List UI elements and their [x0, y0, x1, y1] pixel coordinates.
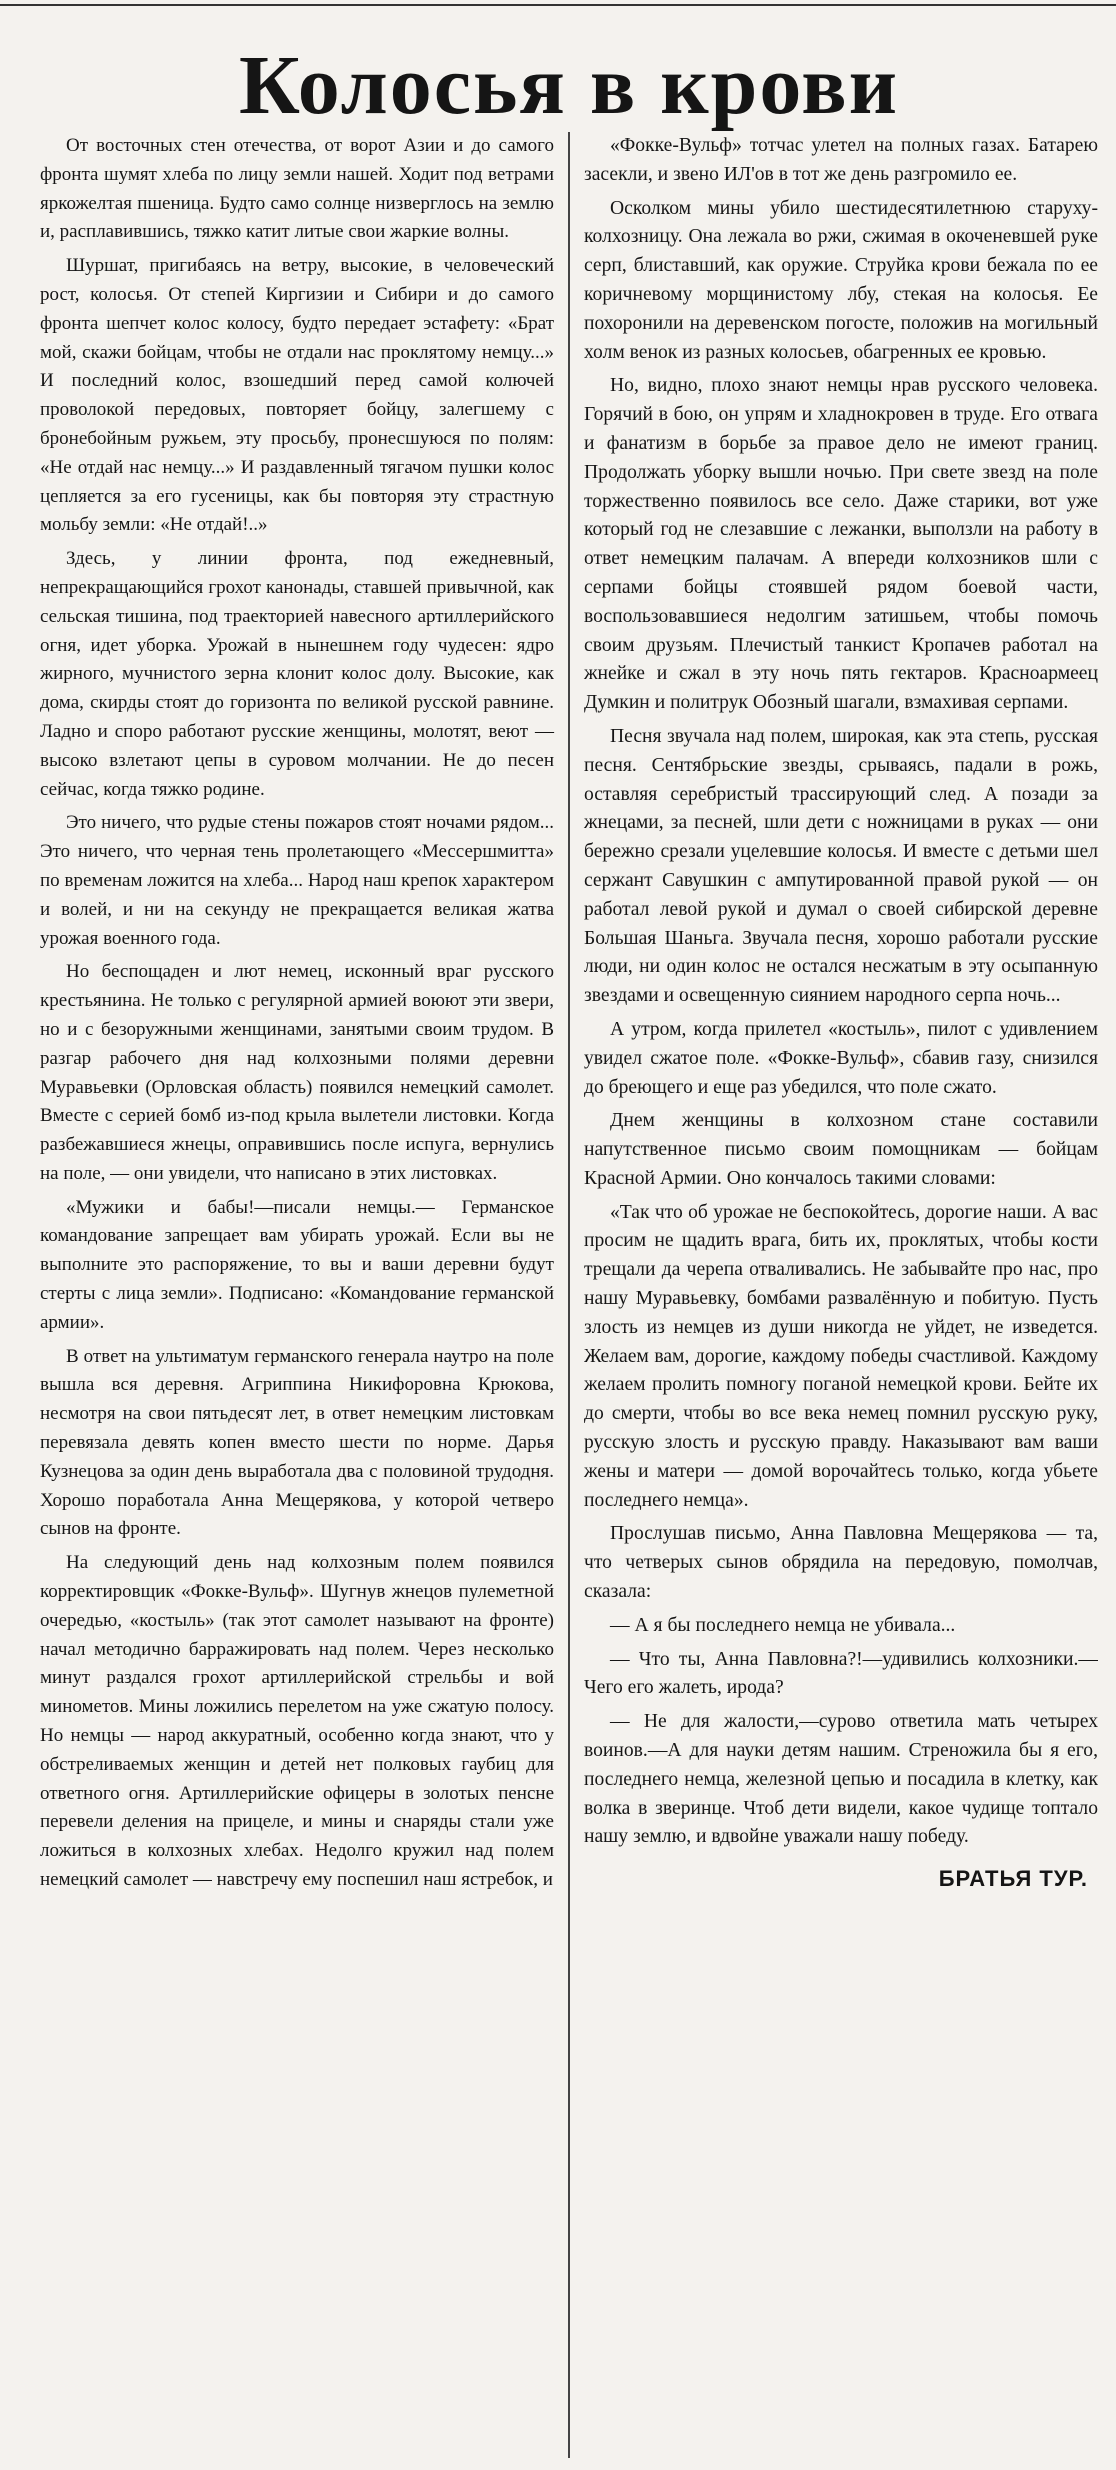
paragraph: — А я бы последнего немца не убивала...	[610, 1614, 956, 1636]
left-column	[40, 132, 568, 2458]
paragraph: Песня звучала над полем, широкая, как эта степь, русская песня. Сентябрьские звезды, срываясь, падали в рожь, оставляя серебристый трассирующий след. А позади за жнецами, за песней, шли дети с ножницами в руках — они бережно срезали уцелевшие колосья. И вместе с детьми шел сержант Савушкин с ампутированной правой рукой — он работал левой рукой и думал о своей сибирской деревне Большая Шаньга. Звучала песня, хорошо работали русские люди, ни один колос не остался несжатым в эту осыпанную звездами и освещенную сиянием народного серпа ночь...	[584, 725, 1098, 1007]
paragraph: Осколком мины убило шестидесятилетнюю старуху-колхозницу. Она лежала во ржи, сжимая в окоченевшей руке серп, блиставший, как оружие. Струйка крови бежала по ее коричневому морщинистому лбу, стекая на колосья. Ее похоронили на деревенском погосте, положив на могильный холм венок из разных колосьев, обагренных ее кровью.	[584, 197, 1098, 363]
paragraph: Но беспощаден и лют немец, исконный враг русского крестьянина. Не только с регулярной армией воюют эти звери, но и с безоружными женщинами, занятыми своим трудом. В разгар рабочего дня над колхозными полями деревни Муравьевки (Орловская область) появился немецкий самолет. Вместе с серией бомб из-под крыла вылетели листовки. Когда разбежавшиеся жнецы, оправившись после испуга, вернулись на поле, — они увидели, что написано в этих листовках.	[40, 961, 554, 1184]
paragraph: — Не для жалости,—сурово ответила мать четырех воинов.—А для науки детям нашим. Стреножила бы я его, последнего немца, железной цепью и посадила в клетку, как волка в зверинце. Чтоб дети видели, какое чудище топтало нашу землю, и вдвойне уважали нашу победу.	[584, 1711, 1098, 1848]
paragraph: Прослушав письмо, Анна Павловна Мещерякова — та, что четверых сынов обрядила на передовую, помолчав, сказала:	[584, 1523, 1098, 1603]
paragraph: «Так что об урожае не беспокойтесь, дорогие наши. А вас просим не щадить врага, бить их, проклятых, чтобы кости трещали да черепа отваливались. Не забывайте про нас, про нашу Муравьевку, бомбами развалённую и побитую. Пусть злость из немцев из души никогда не уйдет, не изведется. Желаем вам, дорогие, каждому победы счастливой. Каждому желаем пролить помногу поганой немецкой крови. Бейте их до смерти, чтобы во все века немец помнил русскую руку, русскую злость и русскую правду. Наказывают вам ваши жены и матери — домой ворочайтесь только, когда убьете последнего немца».	[584, 1201, 1098, 1511]
paragraph: Это ничего, что рудые стены пожаров стоят ночами рядом... Это ничего, что черная тень пролетающего «Мессершмитта» по временам ложится на хлеба... Народ наш крепок характером и волей, и ни на секунду не прекращается великая жатва урожая военного года.	[40, 812, 554, 949]
article-title: Колосья в крови	[238, 39, 900, 132]
paragraph: От восточных стен отечества, от ворот Азии и до самого фронта шумят хлеба по лицу земли нашей. Ходит под ветрами яркожелтая пшеница. Будто само солнце низверглось на землю и, расплавившись, тяжко катит литые свои жаркие волны.	[40, 135, 554, 243]
top-rule	[0, 4, 1116, 6]
paragraph: «Мужики и бабы!—писали немцы.— Германское командование запрещает вам убирать урожай. Если вы не выполните это распоряжение, то вы и ваши деревни будут стерты с лица земли». Подписано: «Командование германской армии».	[40, 1196, 554, 1333]
article-body	[40, 132, 1098, 2458]
paragraph: А утром, когда прилетел «костыль», пилот с удивлением увидел сжатое поле. «Фокке-Вульф», сбавив газу, снизился до бреющего и еще раз убедился, что поле сжато.	[584, 1018, 1098, 1098]
right-column	[570, 132, 1098, 2458]
paragraph: На следующий день над колхозным полем появился корректировщик «Фокке-Вульф». Шугнув жнецов пулеметной очередью, «костыль» (так этот самолет называют на фронте) начал методично барражировать над полем. Через несколько минут раздался грохот артиллерийской стрельбы и вой минометов. Мины ложились перелетом на уже сжатую полосу. Но немцы — народ аккуратный, особенно когда знают, что у обстреливаемых женщин и детей нет полковых гаубиц для ответного огня. Артиллерийские офицеры в золотых пенсне перевели деления на прицеле, и мины и снаряды стали уже ложиться в колхозных хлебах. Недолго кружил над полем немецкий самолет — навстречу ему поспешил наш ястребок, и	[40, 1552, 554, 1891]
paragraph: Здесь, у линии фронта, под ежедневный, непрекращающийся грохот канонады, ставшей привычной, как сельская тишина, под траекторией навесного артиллерийского огня, идет уборка. Урожай в нынешнем году чудесен: ядро жирного, мучнистого зерна клонит колос долу. Высокие, как дома, скирды стоят до горизонта по великой русской равнине. Ладно и споро работают русские женщины, молотят, веют — высоко взлетают цепы в суровом молчании. Не до песен сейчас, когда тяжко родине.	[40, 548, 554, 800]
paragraph: — Что ты, Анна Павловна?!—удивились колхозники.—Чего его жалеть, ирода?	[584, 1648, 1098, 1699]
paragraph: Шуршат, пригибаясь на ветру, высокие, в человеческий рост, колосья. От степей Киргизии и Сибири и до самого фронта шепчет колос колосу, будто передает эстафету: «Брат мой, скажи бойцам, чтобы не отдали нас проклятому немцу...» И последний колос, взошедший перед самой колючей проволокой передовых, повторяет бойцу, залегшему с бронебойным ружьем, эту просьбу, пронесшуюся по полям: «Не отдай нас немцу...» И раздавленный тягачом пушки колос цепляется за его гусеницы, как бы повторяя эту страстную мольбу земли: «Не отдай!..»	[40, 255, 554, 536]
paragraph: В ответ на ультиматум германского генерала наутро на поле вышла вся деревня. Агриппина Никифоровна Крюкова, несмотря на свои пятьдесят лет, в ответ немецким листовкам перевязала девять копен вместо шести по норме. Дарья Кузнецова за один день выработала два с половиной трудодня. Хорошо поработала Анна Мещерякова, у которой четверо сынов на фронте.	[40, 1345, 554, 1540]
author-signature: БРАТЬЯ ТУР.	[938, 1866, 1088, 1892]
paragraph: «Фокке-Вульф» тотчас улетел на полных газах. Батарею засекли, и звено ИЛ'ов в тот же день разгромило ее.	[584, 135, 1098, 185]
paragraph: Днем женщины в колхозном стане составили напутственное письмо своим помощникам — бойцам Красной Армии. Оно кончалось такими словами:	[584, 1110, 1098, 1189]
paragraph: Но, видно, плохо знают немцы нрав русского человека. Горячий в бою, он упрям и хладнокровен в труде. Его отвага и фанатизм в борьбе за правое дело не имеют границ. Продолжать уборку вышли ночью. При свете звезд на поле торжественно появилось все село. Даже старики, вот уже который год не слезавшие с лежанки, выползли на работу в ответ немецким палачам. А впереди колхозников шли с серпами бойцы стоявшей рядом боевой части, воспользовавшиеся недолгим затишьем, чтобы помочь своим друзьям. Плечистый танкист Кропачев работал на жнейке и сжал в эту ночь пять гектаров. Красноармеец Думкин и политрук Обозный шагали, взмахивая серпами.	[584, 375, 1098, 714]
right-column-paragraphs	[584, 132, 1098, 1852]
